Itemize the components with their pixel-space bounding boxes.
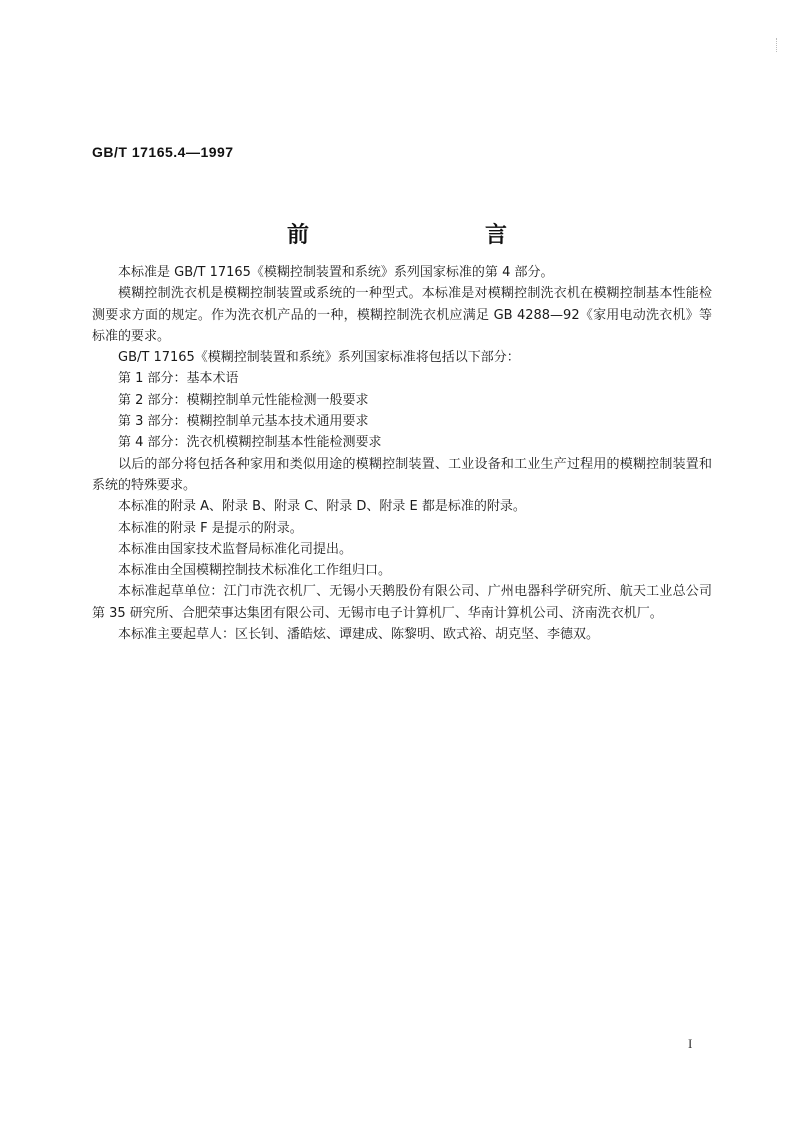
standard-code: GB/T 17165.4—1997 [92, 144, 234, 160]
list-item-part-4: 第 4 部分：洗衣机模糊控制基本性能检测要求 [118, 435, 382, 451]
paragraph: 本标准的附录 F 是提示的附录。 [118, 520, 303, 536]
list-item-part-1: 第 1 部分：基本术语 [118, 371, 239, 387]
foreword-body [92, 262, 712, 645]
paragraph: 本标准由全国模糊控制技术标准化工作组归口。 [118, 563, 392, 579]
list-item-part-3: 第 3 部分：模糊控制单元基本技术通用要求 [118, 414, 369, 430]
paragraph: GB/T 17165《模糊控制装置和系统》系列国家标准将包括以下部分： [118, 350, 520, 366]
page-number: I [688, 1036, 693, 1051]
page-title: 前 言 [286, 223, 551, 248]
paragraph: 模糊控制洗衣机是模糊控制装置或系统的一种型式。本标准是对模糊控制洗衣机在模糊控制基本性能检测要求方面的规定。作为洗衣机产品的一种，模糊控制洗衣机应满足 GB 4288—92《家用电动洗衣机》等标准的要求。 [92, 286, 712, 344]
paragraph: 以后的部分将包括各种家用和类似用途的模糊控制装置、工业设备和工业生产过程用的模糊控制装置和系统的特殊要求。 [92, 456, 712, 493]
paragraph: 本标准由国家技术监督局标准化司提出。 [118, 541, 353, 557]
scan-artifact-mark [776, 38, 781, 52]
list-item-part-2: 第 2 部分：模糊控制单元性能检测一般要求 [118, 392, 369, 408]
paragraph: 本标准是 GB/T 17165《模糊控制装置和系统》系列国家标准的第 4 部分。 [118, 265, 554, 280]
paragraph: 本标准主要起草人：区长钊、潘皓炫、谭建成、陈黎明、欧式裕、胡克坚、李德双。 [118, 627, 600, 643]
paragraph: 本标准起草单位：江门市洗衣机厂、无锡小天鹅股份有限公司、广州电器科学研究所、航天工业总公司第 35 研究所、合肥荣事达集团有限公司、无锡市电子计算机厂、华南计算机公司、济南洗衣机厂。 [92, 584, 712, 621]
paragraph: 本标准的附录 A、附录 B、附录 C、附录 D、附录 E 都是标准的附录。 [118, 499, 526, 515]
